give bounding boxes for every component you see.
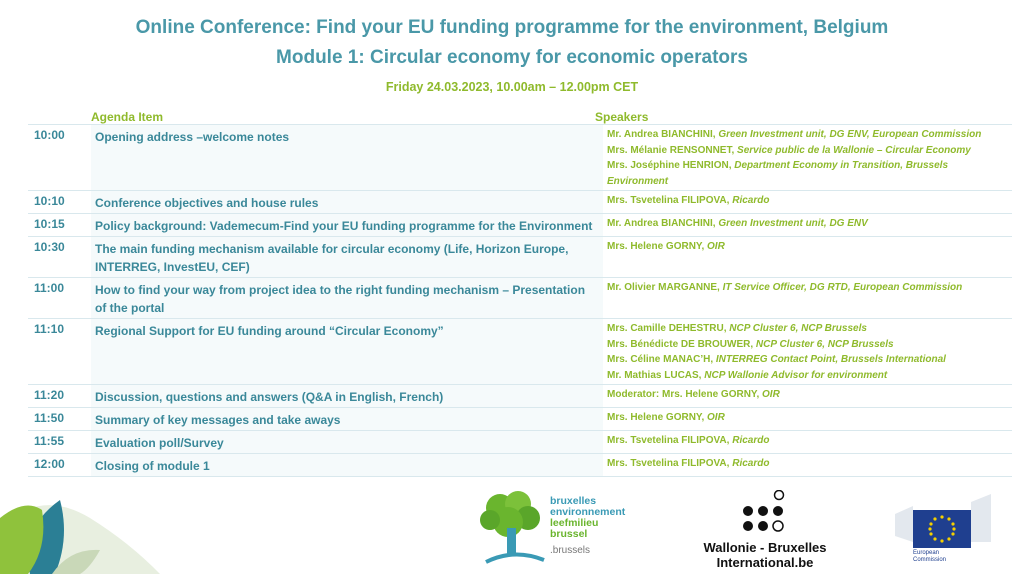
speaker-line	[607, 239, 1008, 255]
agenda-speakers	[603, 408, 1012, 431]
speaker-affiliation: OIR	[707, 412, 725, 423]
speaker-line	[607, 216, 1008, 232]
speakers-header: Speakers	[595, 110, 649, 124]
eu-flag-icon	[893, 492, 993, 550]
speaker-name: Moderator: Mrs. Helene GORNY,	[607, 389, 763, 400]
speaker-name: Mrs. Mélanie RENSONNET,	[607, 144, 738, 156]
agenda-speakers	[603, 191, 1012, 214]
wbi-site: International.be	[716, 555, 814, 570]
speaker-affiliation: Ricardo	[732, 195, 770, 206]
speaker-name: Mrs. Tsvetelina FILIPOVA,	[607, 195, 733, 206]
speaker-name: Mrs. Camille DEHESTRU,	[607, 323, 730, 334]
speaker-affiliation: OIR	[762, 389, 780, 400]
speaker-affiliation: IT Service Officer, DG RTD, European Commission	[722, 282, 963, 293]
agenda-row	[28, 278, 1012, 319]
speaker-name: Mr. Olivier MARGANNE,	[607, 282, 723, 293]
speaker-affiliation: Ricardo	[732, 458, 770, 469]
speaker-line	[607, 158, 1008, 174]
agenda-time: 10:15	[28, 214, 91, 237]
speaker-affiliation: OIR	[707, 241, 725, 252]
speaker-line	[607, 368, 1008, 384]
speaker-name: Mrs. Céline MANAC’H,	[607, 354, 716, 365]
agenda-item-header: Agenda Item	[91, 110, 164, 124]
speaker-name: Mrs. Tsvetelina FILIPOVA,	[607, 458, 733, 469]
agenda-row	[28, 237, 1012, 278]
bxl-subtitle-nl: leefmilieu	[550, 517, 599, 529]
agenda-item: Evaluation poll/Survey	[91, 431, 603, 454]
agenda-item: Policy background: Vademecum-Find your EU funding programme for the Environment	[91, 214, 603, 237]
agenda-speakers	[603, 385, 1012, 408]
speaker-line	[607, 127, 1008, 143]
speaker-name: Mrs. Tsvetelina FILIPOVA,	[607, 435, 733, 446]
speaker-name: Mr. Andrea BIANCHINI,	[607, 218, 719, 229]
speaker-affiliation: Environment	[607, 175, 669, 187]
brussels-brand: .brussels	[550, 545, 591, 556]
agenda-row	[28, 385, 1012, 408]
speaker-affiliation: NCP Cluster 6, NCP Brussels	[729, 323, 867, 334]
speaker-affiliation: Green Investment unit, DG ENV, European Commission	[718, 129, 982, 140]
agenda-time: 10:30	[28, 237, 91, 278]
european-commission-logo	[893, 492, 993, 570]
agenda-speakers	[603, 237, 1012, 278]
speaker-affiliation: NCP Cluster 6, NCP Brussels	[755, 338, 894, 350]
agenda-time: 11:00	[28, 278, 91, 319]
speaker-line	[607, 456, 1008, 472]
agenda-item: How to find your way from project idea to the right funding mechanism – Presentation of the portal	[91, 278, 603, 319]
speaker-line	[607, 337, 1008, 353]
agenda-speakers	[603, 214, 1012, 237]
agenda-time: 12:00	[28, 454, 91, 477]
agenda-item: Discussion, questions and answers (Q&A in English, French)	[91, 385, 603, 408]
agenda-row	[28, 408, 1012, 431]
wbi-name: Wallonie - Bruxelles	[703, 540, 827, 555]
speaker-affiliation: NCP Wallonie Advisor for environment	[704, 369, 888, 381]
agenda-table	[28, 124, 1012, 477]
event-date: Friday 24.03.2023, 10.00am – 12.00pm CET	[385, 80, 639, 94]
ec-name-line2: Commission	[913, 557, 947, 563]
speaker-affiliation: INTERREG Contact Point, Brussels International	[715, 354, 946, 365]
bxl-subtitle-fr: environnement	[550, 506, 626, 518]
agenda-time: 10:10	[28, 191, 91, 214]
speaker-line	[607, 321, 1008, 337]
agenda-item: Regional Support for EU funding around “Circular Economy”	[91, 319, 603, 385]
tree-icon	[478, 490, 550, 566]
agenda-item: Closing of module 1	[91, 454, 603, 477]
speaker-affiliation: Department Economy in Transition, Brussels	[734, 160, 949, 171]
speaker-line	[607, 174, 1008, 190]
decorative-leaf-graphic	[0, 488, 160, 574]
agenda-item: Opening address –welcome notes	[91, 125, 603, 191]
speaker-name: Mr. Mathias LUCAS,	[607, 369, 705, 381]
speaker-name: Mrs. Helene GORNY,	[607, 412, 708, 423]
speaker-affiliation: Service public de la Wallonie – Circular Economy	[737, 144, 971, 156]
module-title: Module 1: Circular economy for economic operators	[276, 47, 748, 68]
agenda-speakers	[603, 454, 1012, 477]
bxl-name-nl: brussel	[550, 528, 588, 540]
speaker-line	[607, 143, 1008, 159]
agenda-speakers	[603, 278, 1012, 319]
agenda-time: 11:20	[28, 385, 91, 408]
agenda-item: Summary of key messages and take aways	[91, 408, 603, 431]
speaker-name: Mrs. Bénédicte DE BROUWER,	[607, 338, 756, 350]
agenda-item: Conference objectives and house rules	[91, 191, 603, 214]
agenda-row	[28, 125, 1012, 191]
wbi-logo	[690, 490, 840, 570]
bruxelles-environnement-logo	[478, 490, 648, 570]
agenda-speakers	[603, 431, 1012, 454]
page-title: Online Conference: Find your EU funding programme for the environment, Belgium	[135, 17, 889, 38]
agenda-speakers	[603, 319, 1012, 385]
speaker-name: Mrs. Joséphine HENRION,	[607, 160, 735, 171]
agenda-item: The main funding mechanism available for circular economy (Life, Horizon Europe, INTERREG, InvestEU, CEF)	[91, 237, 603, 278]
speaker-name: Mr. Andrea BIANCHINI,	[607, 129, 719, 140]
speaker-line	[607, 352, 1008, 368]
agenda-row	[28, 191, 1012, 214]
agenda-time: 11:55	[28, 431, 91, 454]
speaker-affiliation: Ricardo	[732, 435, 770, 446]
speaker-line	[607, 280, 1008, 296]
agenda-time: 11:10	[28, 319, 91, 385]
bxl-name-fr: bruxelles	[550, 495, 597, 507]
speaker-line	[607, 387, 1008, 403]
ec-name-line1: European	[913, 550, 940, 556]
speaker-affiliation: Green Investment unit, DG ENV	[718, 218, 868, 229]
agenda-time: 10:00	[28, 125, 91, 191]
agenda-row	[28, 214, 1012, 237]
agenda-row	[28, 431, 1012, 454]
speaker-line	[607, 410, 1008, 426]
agenda-time: 11:50	[28, 408, 91, 431]
speaker-line	[607, 193, 1008, 209]
speaker-line	[607, 433, 1008, 449]
agenda-row	[28, 454, 1012, 477]
dots-icon	[690, 490, 840, 536]
agenda-speakers	[603, 125, 1012, 191]
agenda-row	[28, 319, 1012, 385]
speaker-name: Mrs. Helene GORNY,	[607, 241, 708, 252]
